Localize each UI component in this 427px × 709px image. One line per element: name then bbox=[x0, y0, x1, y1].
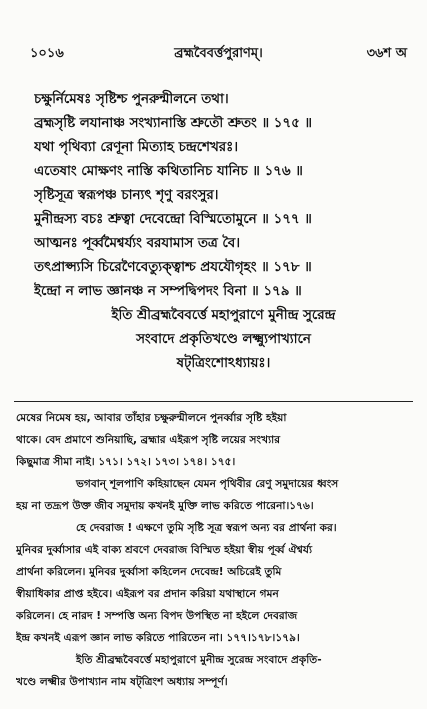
chapter-label: ৩৬শ অ bbox=[366, 46, 407, 61]
commentary-line: ইন্দ্র কখনই এরূপ জ্ঞান লাভ করিতে পারিতেন না। ১৭৭।১৭৮।১৭৯। bbox=[16, 632, 300, 644]
bengali-commentary bbox=[16, 407, 413, 693]
commentary-line: ভগবান্ শূলপাণি কহিয়াছেন যেমন পৃথিবীর রেণু সমুদায়ের ধ্বংস bbox=[76, 478, 339, 490]
colophon-line: ইতি শ্রীব্রহ্মবৈবর্ত্তে মহাপুরাণে মুনীন্দ্র সুরেন্দ্র bbox=[111, 308, 336, 323]
commentary-line: প্রার্থনা করিলেন। মুনিবর দুর্ব্বাসা কহিলেন দেবেন্দ্র! অচিরেই তুমি bbox=[16, 566, 282, 578]
colophon-line: ষট্‌ত্রিংশোঽধ্যায়ঃ। bbox=[176, 356, 271, 371]
verse-line: যথা পৃথিব্যা রেণূনা মিত্যাহ চন্দ্রশেখরঃ। bbox=[34, 140, 239, 155]
verse-line: মুনীন্দ্রস্য বচঃ শ্রুত্বা দেবেন্দ্রো বিস্মিতোমুনে ॥ ১৭৭ ॥ bbox=[34, 212, 312, 227]
verse-line: আত্মনঃ পূর্ব্বমৈশ্বর্য্যং বরযামাস তত্র বৈ। bbox=[34, 236, 241, 251]
commentary-line: খণ্ডে লক্ষ্মীর উপাখ্যান নাম ষট্‌ত্রিংশ অধ্যায় সম্পূর্ণ। bbox=[16, 676, 228, 688]
page-number: ১০১৬ bbox=[30, 46, 64, 61]
running-header bbox=[30, 44, 407, 64]
commentary-line: হে দেবরাজ ! এক্ষণে তুমি সৃষ্টি সূত্র স্বরূপ অন্য বর প্রার্থনা কর। bbox=[76, 522, 337, 534]
colophon-line: সংবাদে প্রকৃতিখণ্ডে লক্ষ্ম্যুপাখ্যানে bbox=[136, 332, 311, 347]
verse-line: তৎপ্রাপ্স্যসি চিরেণৈবেত্যুক্ত্বাশ্চ প্রযযৌগৃহং ॥ ১৭৮ ॥ bbox=[34, 260, 312, 275]
commentary-line: মেষের নিমেষ হয়, আবার তাঁহার চক্ষুরুন্মীলনে পুনর্ব্বার সৃষ্টি হইয়া bbox=[16, 412, 287, 424]
verse-line: ইন্দ্রো ন লাভ জ্ঞানঞ্চ ন সম্পদ্বিপদং বিনা ॥ ১৭৯ ॥ bbox=[34, 284, 302, 299]
commentary-line: হয় না তদ্রূপ উক্ত জীব সমুদায় কখনই মুক্তি লাভ করিতে পারেনা।১৭৬। bbox=[16, 500, 314, 512]
commentary-line: থাকে। বেদ প্রমাণে শুনিয়াছি, ব্রহ্মার এইরূপ সৃষ্টি লয়ের সংখ্যার bbox=[16, 434, 281, 446]
commentary-line: করিলেন। হে নারদ ! সম্পত্তি অন্য বিপদ উপস্থিত না হইলে দেবরাজ bbox=[16, 610, 298, 622]
section-divider bbox=[14, 401, 413, 402]
commentary-line: ইতি শ্রীব্রহ্মবৈবর্ত্তে মহাপুরাণে মুনীন্দ্র সুরেন্দ্র সংবাদে প্রকৃতি- bbox=[76, 654, 322, 666]
verse-line: এতেষাং মোক্ষণং নাস্তি কথিতানিচ যানিচ ॥ ১৭৬ ॥ bbox=[34, 164, 303, 179]
verse-line: চক্ষুর্নিমেষঃ সৃষ্টিশ্চ পুনরুন্মীলনে তথা। bbox=[34, 92, 229, 107]
commentary-line: মুনিবর দুর্ব্বাসার এই বাক্য শ্রবণে দেবরাজ বিস্মিত হইয়া স্বীয় পূর্ব্ব ঐশ্বর্য্য bbox=[16, 544, 313, 556]
running-title: ব্রহ্মবৈবর্ত্তপুরাণম্। bbox=[174, 46, 263, 61]
commentary-line: কিছুমাত্র সীমা নাই। ১৭১। ১৭২। ১৭৩। ১৭৪। ১৭৫। bbox=[16, 456, 236, 468]
verse-line: সৃষ্টিসূত্র স্বরূপঞ্চ চান্যৎ শৃণু বরংসুর। bbox=[34, 188, 219, 203]
verse-line: ব্রহ্মসৃষ্টি লযানাঞ্চ সংখ্যানাস্তি শ্রুতৌ শ্রুতং ॥ ১৭৫ ॥ bbox=[34, 116, 313, 131]
sanskrit-verses bbox=[34, 88, 413, 376]
commentary-line: স্বীয়াধিকার প্রাপ্ত হইবে। এইরূপ বর প্রদান করিয়া যথাস্থানে গমন bbox=[16, 588, 279, 600]
